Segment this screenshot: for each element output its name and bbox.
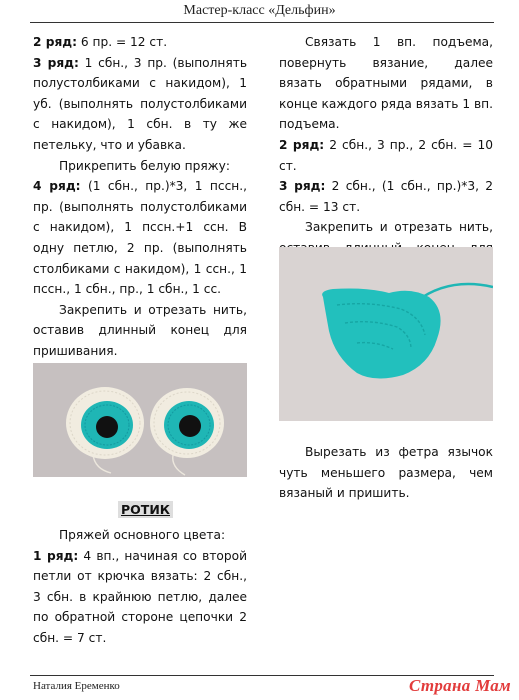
row-label: 4 ряд: — [33, 179, 81, 194]
row4-paragraph — [33, 176, 247, 300]
right-column — [279, 32, 493, 279]
row-text: 2 сбн., (1 сбн., пр.)*3, 2 сбн. = 13 ст. — [279, 179, 493, 214]
row3-paragraph — [279, 176, 493, 217]
row-text: 4 вп., начиная со второй петли от крючка вязать: 2 сбн., 3 сбн. в крайнюю петлю, далее по обратной стороне цепочки 2 сбн. = 7 ст. — [33, 548, 247, 645]
eyes-photo — [33, 363, 247, 477]
row-label: 1 ряд: — [33, 548, 79, 563]
attach-white-yarn: Прикрепить белую пряжу: — [59, 158, 230, 173]
row-text: 2 сбн., 3 пр., 2 сбн. = 10 ст. — [279, 137, 493, 173]
fin-photo — [279, 247, 493, 421]
section-title-rotik: РОТИК — [118, 501, 173, 518]
felt-tongue-block — [279, 442, 493, 504]
page-header: Мастер-класс «Дельфин» — [183, 3, 336, 18]
fin-illustration — [279, 247, 493, 421]
row3-paragraph — [33, 53, 247, 156]
watermark-logo: Страна Мам — [408, 676, 511, 695]
fasten-paragraph: Закрепить и отрезать нить, — [305, 220, 493, 235]
left-column — [33, 32, 247, 362]
row2-paragraph — [33, 32, 247, 53]
rotik-row1-paragraph — [33, 546, 247, 649]
lift-chain-paragraph: Связать 1 вп. подъема, повернуть вязание, далее вязать обратными рядами, в конце каждого ряда вязать 1 вп. подъема. — [279, 35, 493, 132]
row-text: (1 сбн., пр.)*3, 1 пссн., пр. (выполнять полустолбиками с накидом), 1 пссн.+1 ссн. В одну петлю, 2 пр. (выполнять столбиками с накидом), 1 ссн., 1 пссн., 1 сбн., пр., 1 сбн., 1 сс. — [33, 179, 247, 297]
felt-tongue-paragraph: Вырезать из фетра язычок чуть меньшего размера, чем вязаный и пришить. — [279, 445, 493, 501]
row-label: 2 ряд: — [279, 137, 325, 152]
row-label: 3 ряд: — [279, 179, 326, 194]
main-color-yarn: Пряжей основного цвета: — [59, 528, 226, 542]
rotik-block — [33, 525, 247, 649]
row2-paragraph — [279, 135, 493, 176]
row-label: 3 ряд: — [33, 55, 79, 70]
header-divider — [30, 22, 494, 23]
fasten-paragraph: Закрепить и отрезать нить, оставив длинный конец для пришивания. — [33, 302, 247, 358]
row-text: 6 пр. = 12 ст. — [77, 35, 168, 49]
eyes-illustration — [33, 363, 247, 477]
row-label: 2 ряд: — [33, 35, 77, 49]
footer-author: Наталия Еременко — [33, 680, 120, 692]
row-text: 1 сбн., 3 пр. (выполнять полустолбиками с накидом), 1 уб. (выполнять полустолбиками с накидом), 1 сбн. в ту же петельку, что и убавка. — [33, 55, 247, 152]
